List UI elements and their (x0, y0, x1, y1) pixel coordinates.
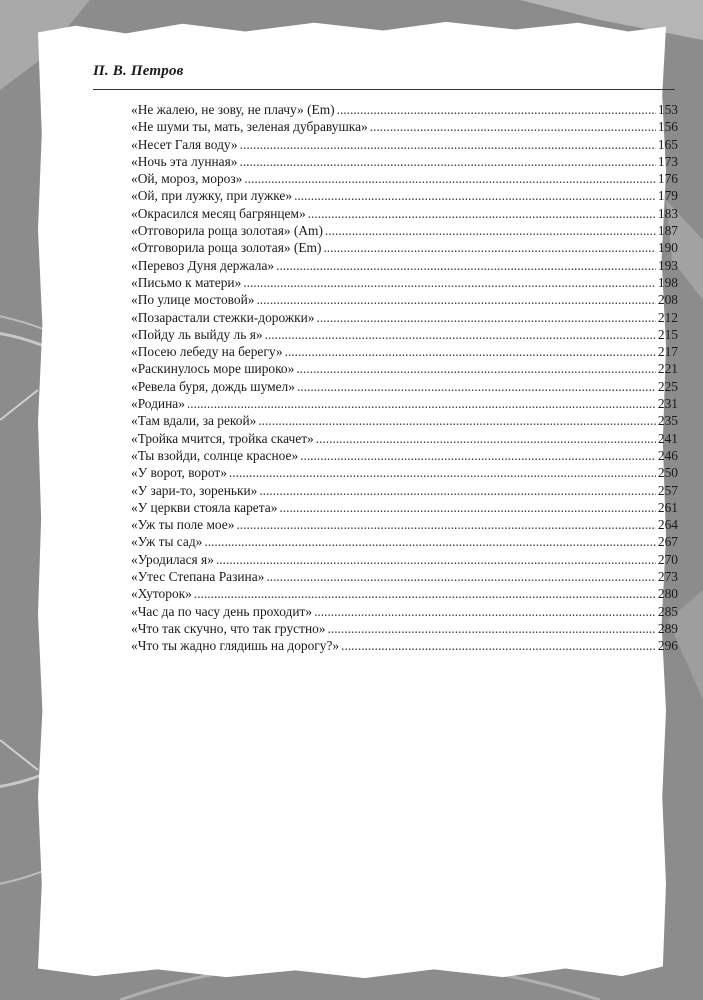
toc-leader-dots (285, 343, 656, 360)
toc-entry-title: «Утес Степана Разина» (131, 569, 265, 585)
toc-entry-page: 176 (657, 171, 678, 187)
toc-entry (131, 326, 678, 343)
toc-entry-page: 198 (657, 274, 678, 290)
toc-leader-dots (314, 603, 656, 620)
toc-entry-page: 153 (657, 102, 678, 117)
toc-entry-page: 208 (657, 292, 678, 308)
toc-entry-page: 250 (657, 465, 678, 481)
toc-entry-title: «Родина» (131, 396, 185, 412)
toc-leader-dots (256, 291, 655, 308)
toc-entry-title: «Посею лебеду на берегу» (131, 344, 283, 360)
toc-leader-dots (316, 309, 655, 326)
toc-entry-title: «Ночь эта лунная» (131, 153, 238, 169)
header-rule (93, 89, 675, 90)
toc-entry (131, 551, 678, 568)
toc-entry-page: 193 (657, 257, 678, 273)
toc-entry-page: 246 (657, 447, 678, 463)
toc-entry-title: «Отговорила роща золотая» (Am) (131, 223, 323, 239)
toc-entry (131, 637, 678, 654)
toc-leader-dots (259, 482, 656, 499)
toc-entry (131, 343, 678, 360)
toc-entry (131, 360, 678, 377)
toc-entry-title: «Письмо к матери» (131, 274, 242, 290)
toc-entry-page: 280 (657, 586, 678, 602)
toc-leader-dots (279, 499, 656, 516)
toc-entry-title: «Там вдали, за рекой» (131, 413, 257, 429)
toc-entry-page: 257 (657, 482, 678, 498)
toc-entry (131, 395, 678, 412)
toc-leader-dots (325, 222, 656, 239)
toc-leader-dots (337, 101, 656, 118)
toc-entry-title: «Уж ты сад» (131, 534, 203, 550)
toc-entry-title: «Ты взойди, солнце красное» (131, 447, 299, 463)
toc-entry-page: 212 (657, 309, 678, 325)
toc-entry-title: «Несет Галя воду» (131, 136, 238, 152)
toc-leader-dots (328, 620, 656, 637)
toc-entry-title: «Уродилася я» (131, 551, 214, 567)
toc-leader-dots (265, 326, 656, 343)
toc-leader-dots (341, 637, 656, 654)
toc-entry (131, 274, 678, 291)
toc-entry-page: 165 (657, 136, 678, 152)
toc-leader-dots (216, 551, 656, 568)
toc-entry (131, 257, 678, 274)
toc-entry-page: 261 (657, 499, 678, 515)
toc-entry-title: «Что так скучно, что так грустно» (131, 620, 326, 636)
toc-leader-dots (300, 447, 656, 464)
toc-entry (131, 170, 678, 187)
toc-entry-page: 296 (657, 638, 678, 654)
toc-leader-dots (276, 257, 656, 274)
toc-leader-dots (236, 516, 655, 533)
toc-leader-dots (323, 239, 655, 256)
toc-entry (131, 101, 678, 118)
toc-entry-title: «Позарастали стежки-дорожки» (131, 309, 315, 325)
toc-entry (131, 118, 678, 135)
toc-entry-title: «У зари-то, зореньки» (131, 482, 258, 498)
toc-entry-title: «Что ты жадно глядишь на дорогу?» (131, 638, 340, 654)
toc-entry-title: «Перевоз Дуня держала» (131, 257, 275, 273)
running-header: П. В. Петров (93, 63, 184, 79)
toc-entry-title: «Ой, мороз, мороз» (131, 171, 243, 187)
toc-entry-page: 235 (657, 413, 678, 429)
toc-entry-title: «Не шуми ты, мать, зеленая дубравушка» (131, 119, 368, 135)
toc-leader-dots (294, 187, 656, 204)
toc-entry-title: «Пойду ль выйду ль я» (131, 326, 263, 342)
toc-entry-title: «Хуторок» (131, 586, 192, 602)
toc-entry (131, 447, 678, 464)
toc-entry-title: «Окрасился месяц багрянцем» (131, 205, 306, 221)
toc-leader-dots (240, 136, 656, 153)
toc-entry-page: 273 (657, 569, 678, 585)
toc-entry (131, 533, 678, 550)
toc-leader-dots (204, 533, 656, 550)
toc-entry (131, 585, 678, 602)
toc-entry (131, 412, 678, 429)
toc-entry (131, 620, 678, 637)
toc-leader-dots (258, 412, 656, 429)
toc-entry-page: 215 (657, 326, 678, 342)
toc-entry (131, 153, 678, 170)
toc-entry-page: 241 (657, 430, 678, 446)
toc-leader-dots (187, 395, 656, 412)
toc-entry (131, 482, 678, 499)
toc-entry-title: «Тройка мчится, тройка скачет» (131, 430, 314, 446)
toc-entry-page: 156 (657, 119, 678, 135)
toc-entry-page: 217 (657, 344, 678, 360)
toc-entry-page: 285 (657, 603, 678, 619)
toc-entry (131, 430, 678, 447)
toc-entry (131, 464, 678, 481)
toc-entry-page: 289 (657, 620, 678, 636)
toc-entry-title: «По улице мостовой» (131, 292, 255, 308)
toc-entry-page: 179 (657, 188, 678, 204)
toc-leader-dots (194, 585, 656, 602)
toc-entry (131, 516, 678, 533)
toc-entry (131, 603, 678, 620)
toc-entry-page: 264 (657, 517, 678, 533)
toc-entry (131, 205, 678, 222)
toc-entry-title: «Час да по часу день проходит» (131, 603, 313, 619)
toc-leader-dots (239, 153, 655, 170)
toc-entry (131, 568, 678, 585)
toc-entry-title: «Раскинулось море широко» (131, 361, 295, 377)
toc-entry (131, 239, 678, 256)
toc-entry-page: 183 (657, 205, 678, 221)
toc-entry-title: «Уж ты поле мое» (131, 517, 235, 533)
toc-entry-title: «Не жалею, не зову, не плачу» (Em) (131, 102, 335, 117)
toc-entry (131, 222, 678, 239)
toc-leader-dots (308, 205, 656, 222)
toc-leader-dots (296, 360, 656, 377)
toc-leader-dots (266, 568, 656, 585)
toc-leader-dots (370, 118, 656, 135)
toc-entry (131, 309, 678, 326)
toc-entry-page: 187 (657, 223, 678, 239)
toc-entry-page: 267 (657, 534, 678, 550)
toc-leader-dots (229, 464, 656, 481)
toc-leader-dots (244, 170, 656, 187)
toc-entry (131, 136, 678, 153)
toc-entry-page: 173 (657, 153, 678, 169)
toc-entry-page: 231 (657, 396, 678, 412)
toc-entry-title: «Ревела буря, дождь шумел» (131, 378, 295, 394)
toc-entry-page: 221 (657, 361, 678, 377)
toc-entry-page: 270 (657, 551, 678, 567)
toc-leader-dots (243, 274, 656, 291)
toc-entry-page: 225 (657, 378, 678, 394)
toc-entry-title: «Ой, при лужку, при лужке» (131, 188, 293, 204)
toc-leader-dots (297, 378, 656, 395)
toc-entry-title: «У ворот, ворот» (131, 465, 227, 481)
toc-leader-dots (316, 430, 656, 447)
toc-entry (131, 291, 678, 308)
table-of-contents (131, 101, 678, 655)
toc-entry-page: 190 (657, 240, 678, 256)
toc-entry (131, 378, 678, 395)
toc-entry-title: «Отговорила роща золотая» (Em) (131, 240, 322, 256)
toc-entry-title: «У церкви стояла карета» (131, 499, 278, 515)
toc-entry (131, 187, 678, 204)
toc-entry (131, 499, 678, 516)
